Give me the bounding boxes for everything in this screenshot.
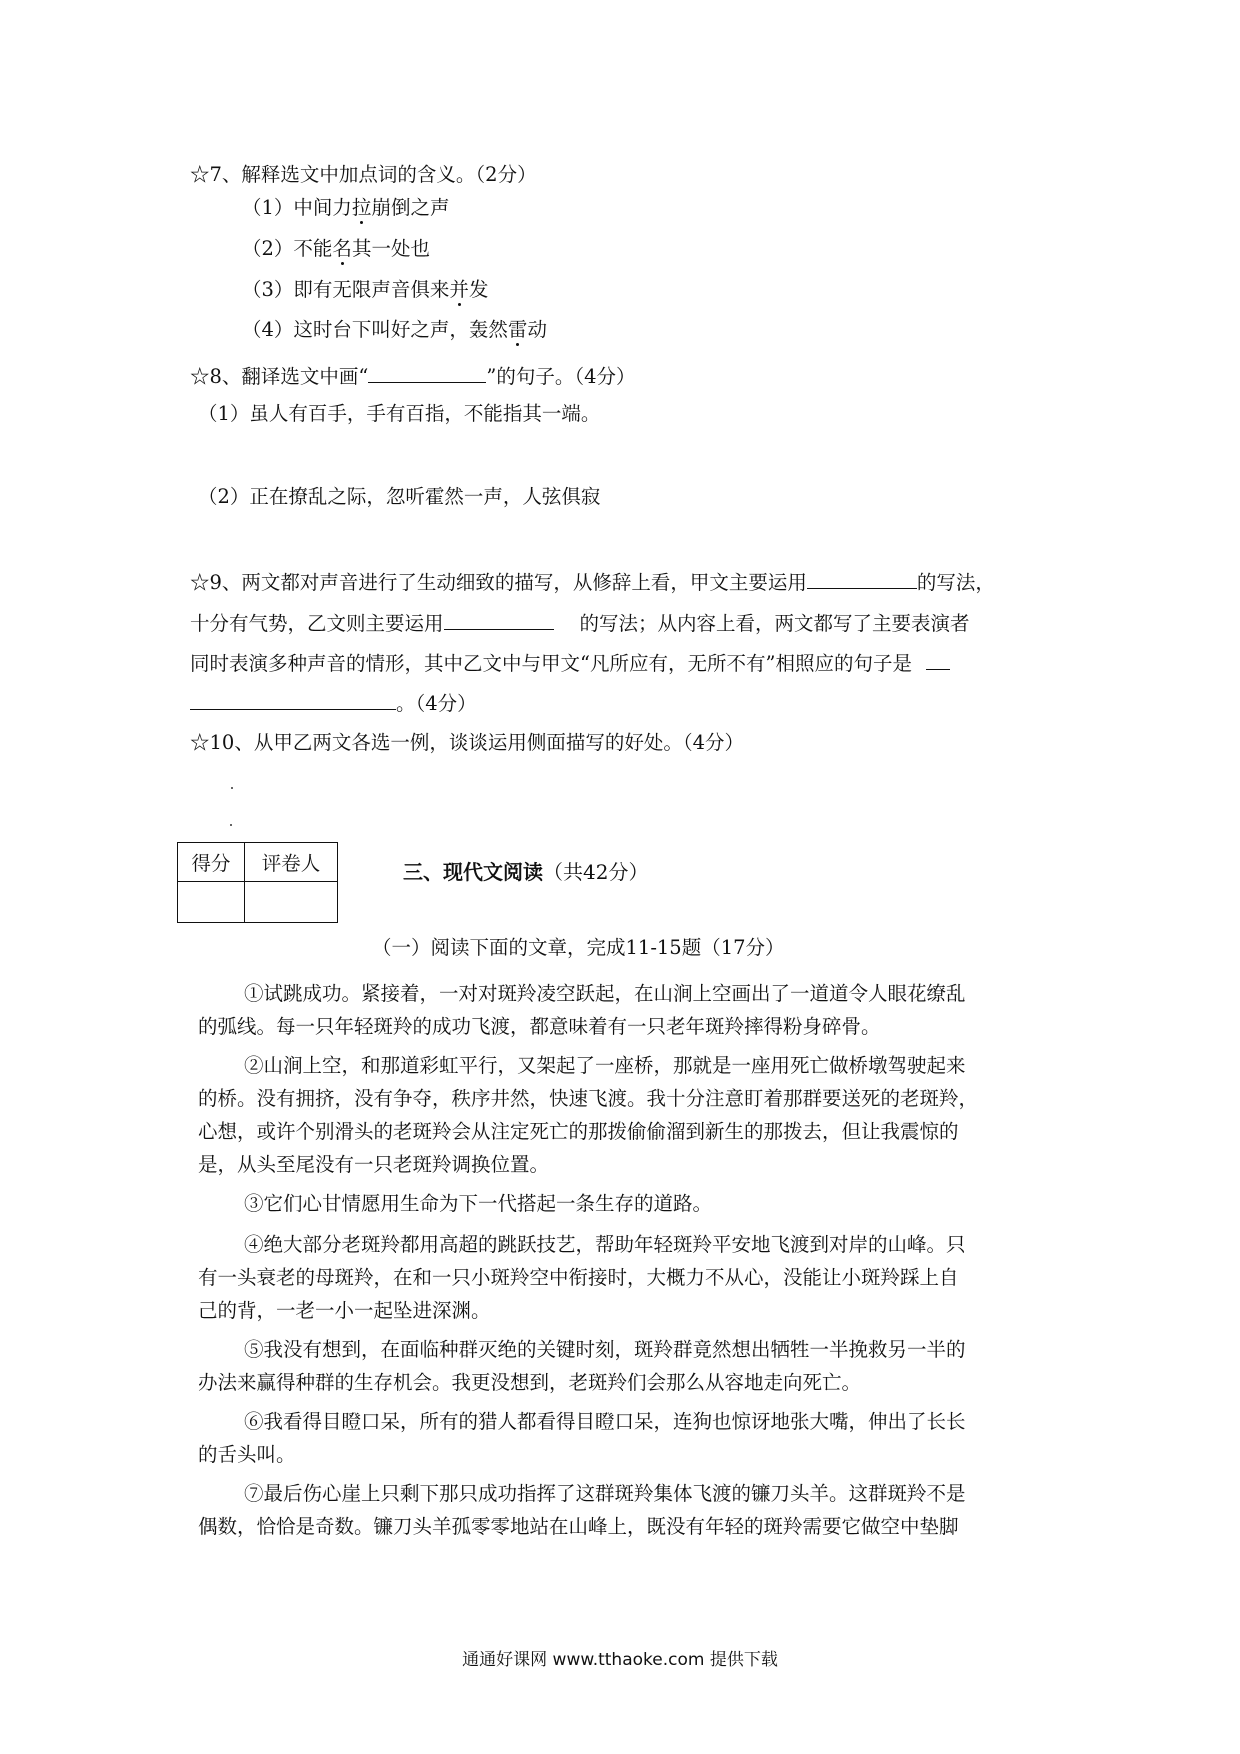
score-header: 得分: [178, 843, 245, 882]
answer-blank[interactable]: [190, 689, 396, 710]
emphasis-dot-char: 名: [332, 237, 352, 260]
q9-line-3: 同时表演多种声音的情形，其中乙文中与甲文“凡所应有，无所不有”相照应的句子是: [190, 649, 950, 677]
q10-title: ☆10、从甲乙两文各选一例，谈谈运用侧面描写的好处。（4分）: [190, 731, 744, 754]
q8-sentence-2: （2）正在撩乱之际，忽听霍然一声，人弦俱寂: [198, 485, 601, 508]
para-6: ⑥我看得目瞪口呆，所有的猎人都看得目瞪口呆，连狗也惊讶地张大嘴，伸出了长长 的舌头叫。: [198, 1410, 966, 1466]
answer-blank[interactable]: [368, 362, 486, 383]
para-1: ①试跳成功。紧接着，一对对斑羚凌空跃起，在山涧上空画出了一道道令人眼花缭乱 的弧线。每一只年轻斑羚的成功飞渡，都意味着有一只老年斑羚摔得粉身碎骨。: [198, 982, 966, 1038]
section-heading: 三、现代文阅读（共42分）: [403, 860, 649, 884]
subsection-heading: （一）阅读下面的文章，完成11-15题（17分）: [372, 936, 785, 959]
grader-header: 评卷人: [245, 843, 338, 882]
answer-blank[interactable]: [444, 609, 554, 630]
score-table: [177, 842, 338, 923]
para-4: ④绝大部分老斑羚都用高超的跳跃技艺，帮助年轻斑羚平安地飞渡到对岸的山峰。只 有一头衰老的母斑羚，在和一只小斑羚空中衔接时，大概力不从心，没能让小斑羚踩上自 己的背，一老一小一起坠进深渊。: [198, 1233, 966, 1322]
para-5: ⑤我没有想到，在面临种群灭绝的关键时刻，斑羚群竟然想出牺牲一半挽救另一半的 办法来赢得种群的生存机会。我更没想到，老斑羚们会那么从容地走向死亡。: [198, 1338, 966, 1394]
scan-speck: [231, 787, 233, 789]
q8-title: ☆8、翻译选文中画“ ”的句子。（4分）: [190, 362, 636, 390]
para-3: ③它们心甘情愿用生命为下一代搭起一条生存的道路。: [244, 1192, 713, 1215]
q7-item-3: （3）即有无限声音俱来并发: [242, 278, 489, 301]
q8-sentence-1: （1）虽人有百手，手有百指，不能指其一端。: [198, 402, 601, 425]
score-cell[interactable]: [178, 882, 245, 923]
q7-item-4: （4）这时台下叫好之声，轰然雷动: [242, 318, 547, 341]
answer-blank[interactable]: [807, 568, 917, 589]
para-7: ⑦最后伤心崖上只剩下那只成功指挥了这群斑羚集体飞渡的镰刀头羊。这群斑羚不是 偶数，恰恰是奇数。镰刀头羊孤零零地站在山峰上，既没有年轻的斑羚需要它做空中垫脚: [198, 1482, 966, 1538]
emphasis-dot-char: 并: [449, 278, 469, 301]
scan-speck: [230, 824, 232, 826]
para-2: ②山涧上空，和那道彩虹平行，又架起了一座桥，那就是一座用死亡做桥墩驾驶起来 的桥。没有拥挤，没有争夺，秩序井然，快速飞渡。我十分注意盯着那群要送死的老斑羚， 心想，或许个别滑头的老斑羚会从注定死亡的那拨偷偷溜到新生的那拨去，但让我震惊的 是，从头至尾没有一只老斑羚调换位置。: [198, 1054, 979, 1176]
q7-item-2: （2）不能名其一处也: [242, 237, 430, 260]
q9-line-1: ☆9、两文都对声音进行了生动细致的描写，从修辞上看，甲文主要运用 的写法，: [190, 568, 995, 596]
q7-item-1: （1）中间力拉崩倒之声: [242, 196, 450, 219]
answer-blank[interactable]: [926, 649, 950, 670]
q7-title: ☆7、解释选文中加点词的含义。（2分）: [190, 163, 537, 186]
emphasis-dot-char: 拉: [351, 196, 372, 219]
download-footer: 通通好课网 www.tthaoke.com 提供下载: [462, 1650, 778, 1670]
emphasis-dot-char: 雷: [507, 318, 528, 341]
q9-line-4: 。（4分）: [190, 689, 477, 717]
q9-line-2: 十分有气势，乙文则主要运用 的写法；从内容上看，两文都写了主要表演者: [190, 609, 970, 637]
grader-cell[interactable]: [245, 882, 338, 923]
